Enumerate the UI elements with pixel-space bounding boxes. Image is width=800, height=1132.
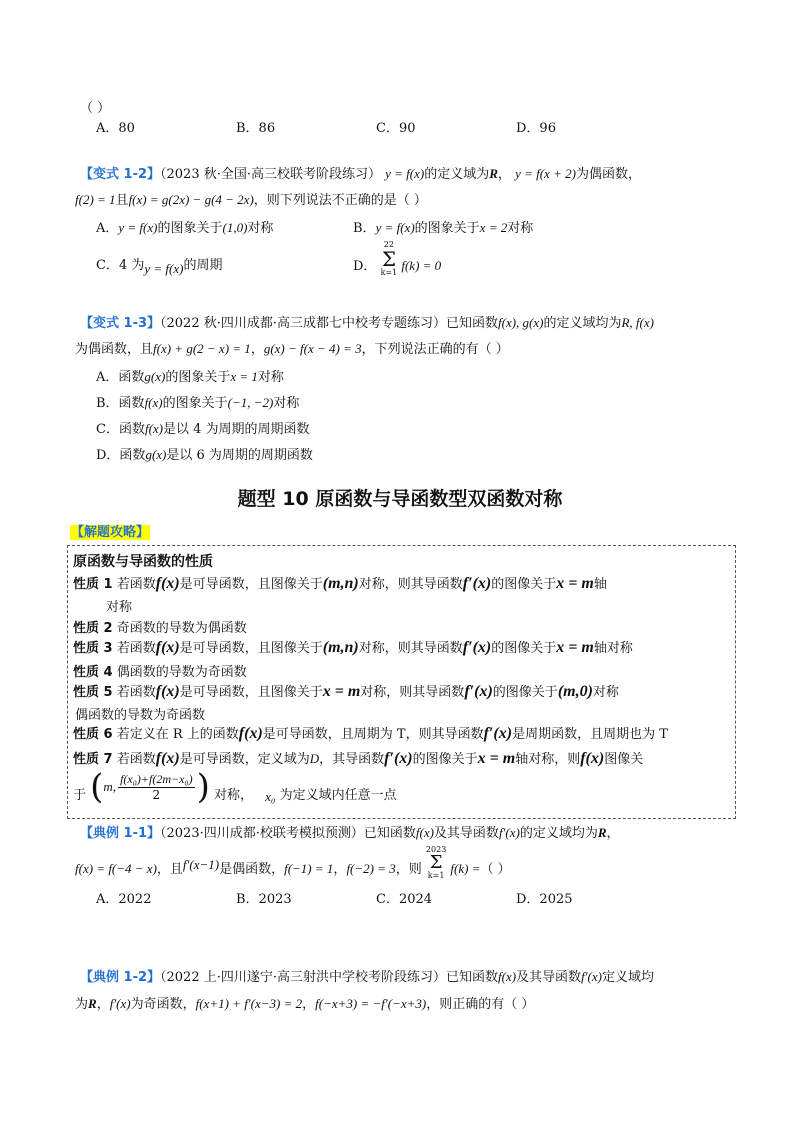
option-a: A．2022 (96, 892, 152, 907)
fraction-denominator: 2 (152, 788, 161, 802)
property-3 (73, 637, 633, 657)
property-7 (73, 748, 643, 768)
text: ， (302, 997, 316, 1012)
math: f(k) = 0 (401, 258, 442, 273)
math: f(x), g(x) (498, 315, 544, 330)
right-paren: ) (196, 767, 210, 807)
text: 若函数 (116, 752, 156, 767)
text: ，其导函数 (319, 752, 385, 767)
text: 对称 (257, 370, 284, 385)
math: f(x) (238, 725, 263, 742)
math: f′(x) (464, 683, 493, 700)
variant-1-3-line1 (80, 312, 654, 331)
text: 且 (115, 193, 129, 208)
text: 的图象关于 (157, 221, 223, 236)
math: R (88, 996, 97, 1011)
text: 轴对称 (593, 641, 633, 656)
variant-1-2-option-a (96, 217, 273, 236)
math: f(x) (144, 421, 163, 436)
text: 于 (73, 788, 87, 803)
left-paren: ( (90, 767, 104, 807)
option-c: C．90 (376, 121, 416, 136)
text: 是偶函数， (219, 862, 285, 877)
math: f(−2) = 3 (346, 861, 396, 876)
text: 是可导函数，且图像关于 (179, 641, 323, 656)
strategy-highlight: 【解题攻略】 (71, 525, 150, 540)
text: （ ） (480, 862, 511, 877)
example-tag: 【典例 1-1】 (80, 826, 161, 841)
math: x = 1 (230, 369, 258, 384)
math: R (489, 166, 498, 181)
property-1-cont: 对称 (106, 600, 133, 615)
sum-upper: 2023 (425, 845, 447, 854)
text: 的图象关于 (414, 221, 480, 236)
label: A．函数 (96, 370, 145, 385)
text: ， (250, 342, 264, 357)
math: y = f(x) (118, 220, 158, 235)
text: 对称，则其导函数 (358, 641, 463, 656)
text: 的周期 (183, 258, 223, 273)
option-d: D．2025 (516, 892, 573, 907)
text: 是可导函数，定义域为 (179, 752, 310, 767)
text: 轴 (593, 577, 607, 592)
math: f(x+1) + f′(x−3) = 2 (195, 996, 303, 1011)
sum-symbol (426, 846, 446, 880)
property-label: 性质 7 (73, 752, 113, 767)
math: y = f(x) (375, 220, 415, 235)
text: 为 (75, 997, 89, 1012)
text: 是周期函数，且周期也为 T (512, 727, 668, 742)
math: R, f(x) (621, 315, 654, 330)
label: D．函数 (96, 448, 146, 463)
property-label: 性质 2 (73, 621, 113, 636)
math: y = f(x) (144, 261, 184, 276)
label: C．函数 (96, 422, 145, 437)
text: ，则下列说法不正确的是（ ） (253, 193, 427, 208)
math: f(−1) = 1 (284, 861, 334, 876)
math: (m,n) (322, 575, 359, 592)
example-tag: 【典例 1-2】 (80, 970, 161, 985)
math: f(k) = (450, 861, 481, 876)
variant-tag: 【变式 1-3】 (80, 316, 161, 331)
math: f(x) (144, 395, 163, 410)
label: D． (353, 259, 377, 274)
math: f(x) + g(2 − x) = 1 (153, 341, 251, 356)
text: 及其导函数 (516, 970, 582, 985)
text: 定义域均 (601, 970, 654, 985)
math: f′(x) (109, 996, 131, 1011)
example-1-2-line1 (80, 966, 654, 985)
property-label: 性质 4 (73, 665, 113, 680)
math: (−1, −2) (227, 395, 274, 410)
property-7-cont (73, 767, 397, 812)
text: 为偶函数， (575, 167, 641, 182)
math: x₀ (265, 789, 276, 804)
variant-1-2-option-d (353, 240, 442, 281)
label: B． (353, 221, 376, 236)
property-2 (73, 617, 247, 636)
text: 的定义域为 (424, 167, 490, 182)
text: 是可导函数，且图像关于 (179, 685, 323, 700)
math: f(x) (155, 750, 180, 767)
source: （2023 秋·全国·高三校联考阶段练习） (160, 167, 381, 182)
math: f(x) (155, 639, 180, 656)
section-title: 题型 10 原函数与导函数型双函数对称 (237, 488, 563, 510)
text: 对称 (273, 396, 300, 411)
label: B．函数 (96, 396, 145, 411)
math: R (597, 825, 607, 840)
math: f′(x) (462, 639, 492, 656)
math: f′(x) (384, 750, 413, 767)
variant-1-2-line2 (75, 189, 427, 208)
variant-1-2-option-c (96, 254, 223, 276)
property-label: 性质 1 (73, 577, 113, 592)
option-d: D．96 (516, 121, 556, 136)
math: x = m (556, 639, 594, 656)
text: 的图像关于 (491, 641, 557, 656)
property-5 (73, 681, 619, 701)
math: f′(x) (483, 725, 513, 742)
option-b: B．86 (236, 121, 276, 136)
text: 若函数 (116, 685, 156, 700)
text: 轴对称，则 (515, 752, 581, 767)
math: g(x) (144, 369, 166, 384)
math: g(x) − f(x − 4) = 3 (263, 341, 362, 356)
text: 对称，则其导函数 (358, 577, 463, 592)
text: 为定义域内任意一点 (279, 788, 397, 803)
variant-1-3-option-b (96, 392, 299, 411)
math: f′(x) (498, 825, 520, 840)
text: ， (497, 167, 511, 182)
variant-1-3-line2 (75, 338, 509, 357)
point-expression (90, 767, 210, 807)
math: f(x) (498, 969, 517, 984)
text: ，则 (395, 862, 422, 877)
text: 的定义域均为 (519, 826, 598, 841)
math: f′(x−1) (182, 857, 220, 872)
text: 对称， (213, 788, 253, 803)
math: (m,n) (322, 639, 359, 656)
sigma: Σ (429, 852, 443, 873)
math: x = m (477, 750, 516, 767)
text: 对称 (507, 221, 534, 236)
text: ，则正确的有（ ） (426, 997, 535, 1012)
source: （2023·四川成都·校联考模拟预测）已知函数 (160, 826, 416, 841)
text: 对称 (247, 221, 274, 236)
source: （2022 秋·四川成都·高三成都七中校考专题练习）已知函数 (160, 316, 498, 331)
fraction (118, 772, 195, 802)
variant-1-3-option-c (96, 418, 310, 437)
math: D (309, 751, 320, 766)
question-paren: （ ） (80, 101, 111, 116)
example-1-2-line2 (75, 993, 534, 1012)
option-a: A．80 (96, 121, 135, 136)
sum-symbol (381, 241, 398, 277)
answer-options-top (96, 117, 596, 136)
text: ， (606, 826, 620, 841)
math: (m,0) (557, 683, 593, 700)
property-label: 性质 6 (73, 727, 113, 742)
text: 图像关 (604, 752, 644, 767)
example-1-1-line2 (75, 846, 511, 882)
math: f(x) = f(−4 − x) (75, 861, 157, 876)
box-heading: 原函数与导函数的性质 (73, 554, 213, 570)
math: f(x) (415, 825, 434, 840)
text: 的定义域均为 (543, 316, 622, 331)
property-label: 性质 5 (73, 685, 113, 700)
text: 及其导函数 (433, 826, 499, 841)
text: 奇函数的导数为偶函数 (116, 621, 247, 636)
math: f′(x) (462, 575, 492, 592)
variant-tag: 【变式 1-2】 (80, 167, 161, 182)
text: 对称 (592, 685, 619, 700)
math: x = m (556, 575, 594, 592)
text: 若函数 (116, 641, 156, 656)
text: 的图象关于 (162, 396, 228, 411)
source: （2022 上·四川遂宁·高三射洪中学校考阶段练习）已知函数 (160, 970, 498, 985)
text: 是可导函数，且图像关于 (179, 577, 323, 592)
text: 是以 4 为周期的周期函数 (163, 422, 310, 437)
math: g(x) (145, 447, 167, 462)
property-4 (73, 661, 247, 680)
sum-lower: k=1 (380, 268, 398, 277)
text: 偶函数的导数为奇函数 (116, 665, 247, 680)
text: 是以 6 为周期的周期函数 (166, 448, 313, 463)
text: 的图像关于 (412, 752, 478, 767)
label: C．4 为 (96, 258, 145, 273)
property-5-cont: 偶函数的导数为奇函数 (75, 708, 206, 723)
math: f(x) = g(2x) − g(4 − 2x) (128, 192, 254, 207)
label: A． (96, 221, 119, 236)
math: x = 2 (479, 220, 508, 235)
variant-1-3-option-d (96, 444, 313, 463)
property-6 (73, 723, 668, 743)
variant-1-3-option-a (96, 366, 284, 385)
variant-1-2-line1 (80, 163, 641, 182)
math: f′(x) (581, 969, 602, 984)
example-1-1-line1 (80, 822, 620, 841)
text: ， (96, 997, 110, 1012)
math: f(x) (580, 750, 605, 767)
fraction-numerator: f(x₀)+f(2m−x₀) (120, 772, 193, 786)
option-c: C．2024 (376, 892, 433, 907)
text: 的图像关于 (492, 685, 558, 700)
math: f(x) (155, 575, 180, 592)
text: 的图像关于 (491, 577, 557, 592)
option-b: B．2023 (236, 892, 292, 907)
math: f(2) = 1 (75, 192, 116, 207)
sigma: Σ (381, 247, 396, 271)
math: m, (103, 779, 117, 794)
math: y = f(x) (385, 166, 425, 181)
text: ， (333, 862, 347, 877)
variant-1-2-option-b (353, 217, 533, 236)
text: 为奇函数， (130, 997, 196, 1012)
text: 的图象关于 (165, 370, 231, 385)
text: 若定义在 R 上的函数 (116, 727, 239, 742)
sum-upper: 22 (383, 240, 394, 249)
strategy-label (70, 521, 150, 540)
text: 若函数 (116, 577, 156, 592)
text: ，下列说法正确的有（ ） (361, 342, 509, 357)
text: 对称，则其导函数 (360, 685, 465, 700)
property-label: 性质 3 (73, 641, 113, 656)
text: 为偶函数，且 (75, 342, 154, 357)
math: f(x) (155, 683, 180, 700)
math: y = f(x + 2) (515, 166, 576, 181)
text: ，且 (156, 862, 183, 877)
text: 是可导函数，且周期为 T，则其导函数 (262, 727, 484, 742)
answer-options-ex11 (96, 888, 596, 907)
math: x = m (322, 683, 361, 700)
sum-lower: k=1 (427, 871, 445, 880)
math: f(−x+3) = −f′(−x+3) (315, 996, 427, 1011)
math: (1,0) (222, 220, 248, 235)
property-1 (73, 573, 607, 593)
